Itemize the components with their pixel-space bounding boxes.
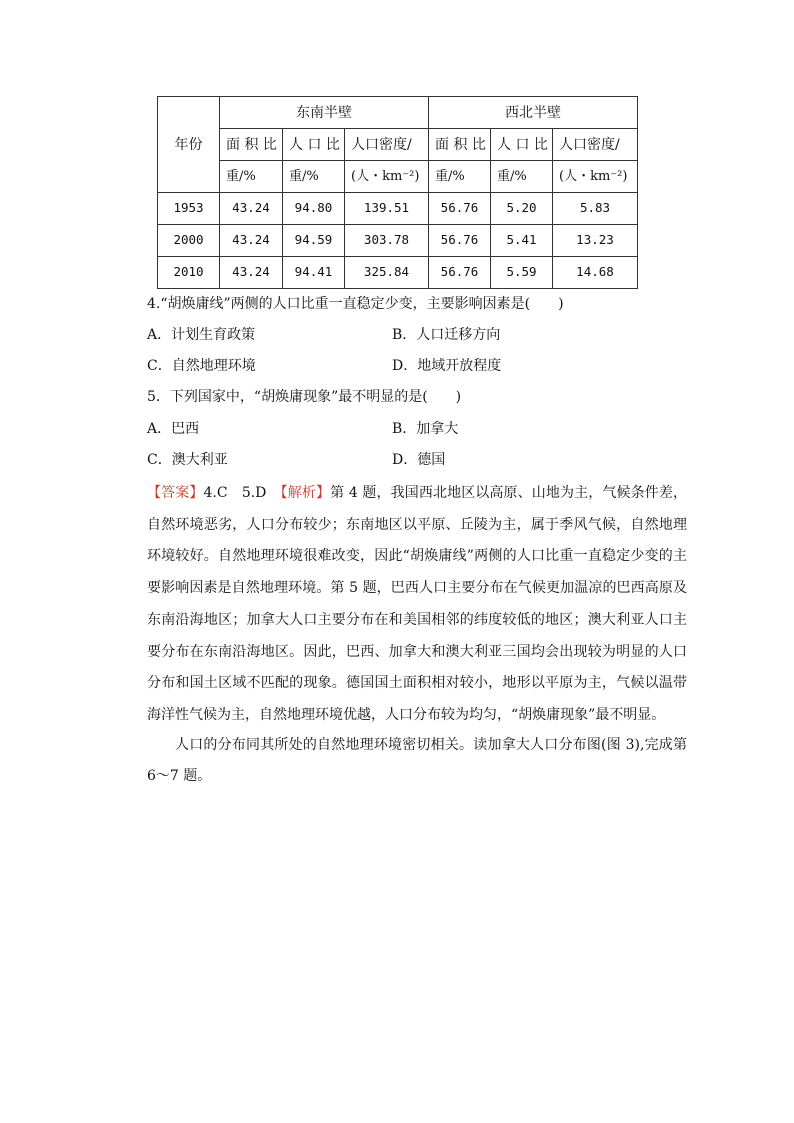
se-density-header: 人口密度/: [345, 129, 429, 161]
cell-nw-pop: 5.20: [491, 193, 553, 225]
answer-analysis: [147, 478, 687, 732]
question-5-option-c: C．澳大利亚: [147, 452, 228, 468]
cell-nw-density: 13.23: [553, 225, 638, 257]
nw-area-unit: 重/%: [429, 161, 491, 193]
cell-nw-area: 56.76: [429, 257, 491, 289]
question-4-stem: 4.“胡焕庸线”两侧的人口比重一直稳定少变，主要影响因素是( ): [147, 296, 564, 312]
analysis-tag: 【解析】: [280, 485, 331, 501]
answer-keys: 4.C 5.D: [203, 485, 281, 501]
cell-year: 2000: [158, 225, 220, 257]
northwest-header: 西北半壁: [429, 97, 638, 129]
nw-area-header: 面 积 比: [429, 129, 491, 161]
cell-year: 1953: [158, 193, 220, 225]
cell-nw-density: 5.83: [553, 193, 638, 225]
cell-se-density: 325.84: [345, 257, 429, 289]
se-density-unit: (人・km⁻²): [345, 161, 429, 193]
cell-nw-area: 56.76: [429, 193, 491, 225]
cell-se-area: 43.24: [220, 193, 283, 225]
question-5-option-d: D．德国: [392, 452, 446, 468]
cell-se-pop: 94.41: [283, 257, 345, 289]
question-5-option-b: B．加拿大: [392, 421, 459, 437]
nw-density-header: 人口密度/: [553, 129, 638, 161]
question-4-option-d: D．地域开放程度: [392, 358, 502, 374]
question-5-stem: 5．下列国家中，“胡焕庸现象”最不明显的是( ): [147, 389, 462, 405]
cell-nw-area: 56.76: [429, 225, 491, 257]
table-row: [158, 225, 638, 257]
se-pop-header: 人 口 比: [283, 129, 345, 161]
southeast-header: 东南半壁: [220, 97, 429, 129]
table-row: [158, 257, 638, 289]
year-header: 年份: [158, 97, 220, 193]
cell-se-density: 139.51: [345, 193, 429, 225]
answer-tag: 【答案】: [147, 485, 204, 501]
cell-nw-pop: 5.59: [491, 257, 553, 289]
cell-se-area: 43.24: [220, 257, 283, 289]
cell-year: 2010: [158, 257, 220, 289]
cell-nw-density: 14.68: [553, 257, 638, 289]
question-4-option-b: B．人口迁移方向: [392, 327, 501, 343]
analysis-text: 第 4 题，我国西北地区以高原、山地为主，气候条件差，自然环境恶劣，人口分布较少；东南地区以平原、丘陵为主，属于季风气候，自然地理环境较好。自然地理环境很难改变，因此“胡焕庸线”两侧的人口比重一直稳定少变的主要影响因素是自然地理环境。第 5 题，巴西人口主要分布在气候更加温凉的巴西高原及东南沿海地区；加拿大人口主要分布在和美国相邻的纬度较低的地区；澳大利亚人口主要分布在东南沿海地区。因此，巴西、加拿大和澳大利亚三国均会出现较为明显的人口分布和国土区域不匹配的现象。德国国土面积相对较小，地形以平原为主，气候以温带海洋性气候为主，自然地理环境优越，人口分布较为均匀，“胡焕庸现象”最不明显。: [147, 485, 688, 723]
se-area-unit: 重/%: [220, 161, 283, 193]
nw-pop-header: 人 口 比: [491, 129, 553, 161]
cell-se-area: 43.24: [220, 225, 283, 257]
cell-se-pop: 94.59: [283, 225, 345, 257]
question-5-option-a: A．巴西: [147, 421, 200, 437]
cell-se-pop: 94.80: [283, 193, 345, 225]
next-questions-intro: 人口的分布同其所处的自然地理环境密切相关。读加拿大人口分布图(图 3),完成第 6～7 题。: [147, 737, 687, 784]
cell-nw-pop: 5.41: [491, 225, 553, 257]
nw-pop-unit: 重/%: [491, 161, 553, 193]
nw-density-unit: (人・km⁻²): [553, 161, 638, 193]
se-pop-unit: 重/%: [283, 161, 345, 193]
question-4-option-a: A．计划生育政策: [147, 327, 256, 343]
cell-se-density: 303.78: [345, 225, 429, 257]
table-row: [158, 193, 638, 225]
se-area-header: 面 积 比: [220, 129, 283, 161]
question-4-option-c: C．自然地理环境: [147, 358, 256, 374]
population-table: [157, 96, 638, 289]
